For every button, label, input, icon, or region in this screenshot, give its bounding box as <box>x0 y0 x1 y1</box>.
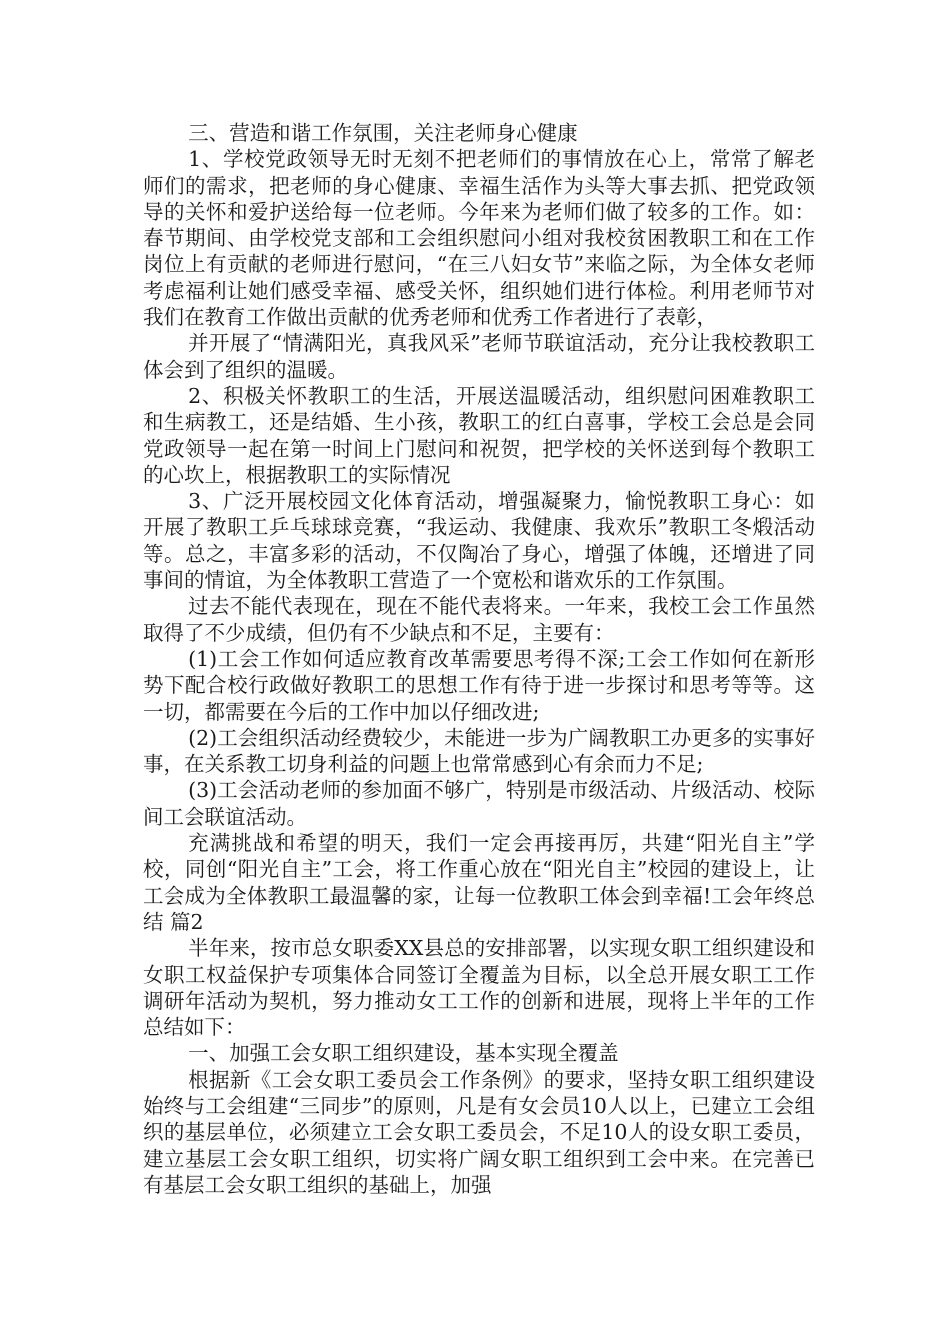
document-body <box>143 120 815 1198</box>
paragraph-shortcoming-2: (2)工会组织活动经费较少，未能进一步为广阔教职工办更多的实事好事，在关系教工切身利益的问题上也常常感到心有余而力不足; <box>143 725 815 777</box>
paragraph-shortcomings-intro: 过去不能代表现在，现在不能代表将来。一年来，我校工会工作虽然取得了不少成绩，但仍有不少缺点和不足，主要有： <box>143 594 815 645</box>
section-heading-1: 一、加强工会女职工组织建设，基本实现全覆盖 <box>188 1041 619 1066</box>
paragraph-organization: 根据新《工会女职工委员会工作条例》的要求，坚持女职工组织建设始终与工会组建“三同步”的原则，凡是有女会员10人以上，已建立工会组织的基层单位，必须建立工会女职工委员会，不足10人的设女职工委员，建立基层工会女职工组织，切实将广阔女职工组织到工会中来。在完善已有基层工会女职工组织的基础上，加强 <box>143 1067 815 1197</box>
paragraph-item-1: 1、学校党政领导无时无刻不把老师们的事情放在心上，常常了解老师们的需求，把老师的身心健康、幸福生活作为头等大事去抓、把党政领导的关怀和爱护送给每一位老师。今年来为老师们做了较多的工作。如：春节期间、由学校党支部和工会组织慰问小组对我校贫困教职工和在工作岗位上有贡献的老师进行慰问，“在三八妇女节”来临之际，为全体女老师考虑福利让她们感受幸福、感受关怀，组织她们进行体检。利用老师节对我们在教育工作做出贡献的优秀老师和优秀工作者进行了表彰， <box>143 147 815 330</box>
section-heading-3: 三、营造和谐工作氛围，关注老师身心健康 <box>188 121 578 145</box>
paragraph-shortcoming-1: (1)工会工作如何适应教育改革需要思考得不深;工会工作如何在新形势下配合校行政做好教职工的思想工作有待于进一步探讨和思考等等。这一切，都需要在今后的工作中加以仔细改进; <box>143 646 815 724</box>
paragraph-half-year-intro: 半年来，按市总女职委XX县总的安排部署，以实现女职工组织建设和女职工权益保护专项集体合同签订全覆盖为目标，以全总开展女职工工作调研年活动为契机，努力推动女工工作的创新和进展，现将上半年的工作总结如下： <box>143 936 815 1040</box>
paragraph-conclusion: 充满挑战和希望的明天，我们一定会再接再厉，共建“阳光自主”学校，同创“阳光自主”工会，将工作重心放在“阳光自主”校园的建设上，让工会成为全体教职工最温馨的家，让每一位教职工体会到幸福!工会年终总结 篇2 <box>143 831 815 934</box>
paragraph-item-3: 3、广泛开展校园文化体育活动，增强凝聚力，愉悦教职工身心：如开展了教职工乒乓球球竞赛，“我运动、我健康、我欢乐”教职工冬煅活动等。总之，丰富多彩的活动，不仅陶冶了身心，增强了体魄，还增进了同事间的情谊，为全体教职工营造了一个宽松和谐欢乐的工作氛围。 <box>143 489 815 593</box>
paragraph-shortcoming-3: (3)工会活动老师的参加面不够广，特别是市级活动、片级活动、校际间工会联谊活动。 <box>143 778 815 829</box>
paragraph-item-2: 2、积极关怀教职工的生活，开展送温暖活动，组织慰问困难教职工和生病教工，还是结婚、生小孩，教职工的红白喜事，学校工会总是会同党政领导一起在第一时间上门慰问和祝贺，把学校的关怀送到每个教职工的心坎上，根据教职工的实际情况 <box>143 383 815 487</box>
paragraph-continuation: 并开展了“情满阳光，真我风采”老师节联谊活动，充分让我校教职工体会到了组织的温暖。 <box>143 331 815 382</box>
